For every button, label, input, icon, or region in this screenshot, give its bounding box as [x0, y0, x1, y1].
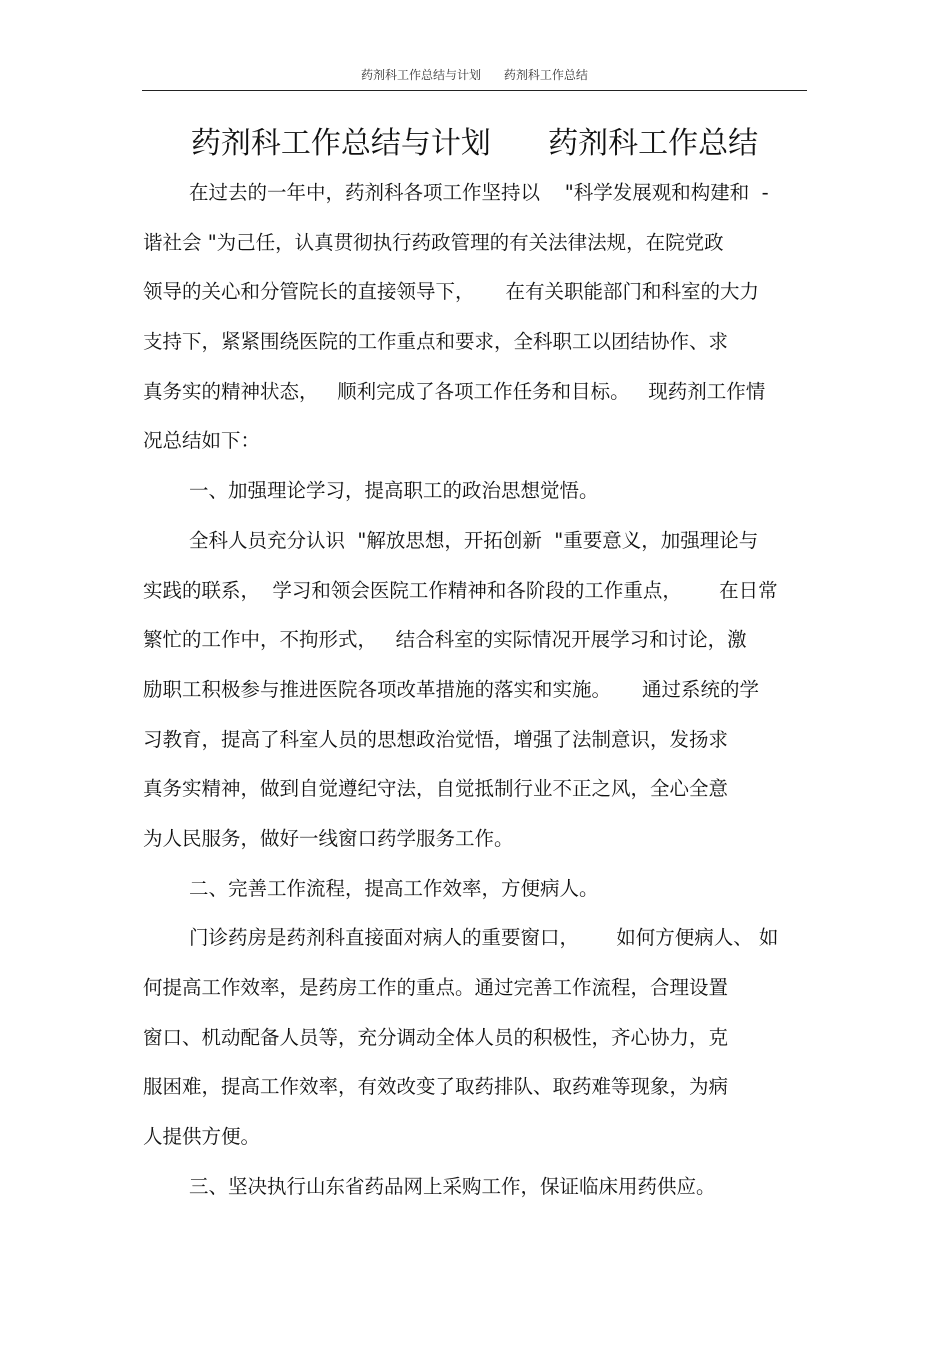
section-heading: 二、完善工作流程，提高工作效率，方便病人。	[189, 876, 599, 900]
body-line: 实践的联系， 学习和领会医院工作精神和各阶段的工作重点， 在日常	[143, 578, 778, 602]
body-line: 谐社会 "为己任，认真贯彻执行药政管理的有关法律法规，在院党政	[143, 230, 724, 254]
header-rule	[142, 90, 807, 91]
body-line: 领导的关心和分管院长的直接领导下， 在有关职能部门和科室的大力	[143, 280, 759, 304]
section-heading: 一、加强理论学习，提高职工的政治思想觉悟。	[189, 479, 599, 503]
running-header: 药剂科工作总结与计划 药剂科工作总结	[361, 68, 588, 82]
body-line: 全科人员充分认识 "解放思想，开拓创新 "重要意义，加强理论与	[189, 528, 759, 552]
body-line: 真务实精神，做到自觉遵纪守法，自觉抵制行业不正之风，全心全意	[143, 777, 729, 801]
body-line: 繁忙的工作中，不拘形式， 结合科室的实际情况开展学习和讨论，激	[143, 628, 747, 652]
body-line: 支持下，紧紧围绕医院的工作重点和要求，全科职工以团结协作、求	[143, 330, 729, 354]
body-line: 何提高工作效率，是药房工作的重点。通过完善工作流程，合理设置	[143, 976, 729, 999]
document-title: 药剂科工作总结与计划 药剂科工作总结	[190, 126, 759, 161]
body-line: 门诊药房是药剂科直接面对病人的重要窗口， 如何方便病人、 如	[189, 926, 779, 950]
body-line: 在过去的一年中，药剂科各项工作坚持以 "科学发展观和构建和 -	[189, 181, 769, 204]
body-line: 励职工积极参与推进医院各项改革措施的落实和实施。 通过系统的学	[143, 677, 759, 701]
body-line: 况总结如下：	[143, 429, 261, 453]
body-line: 习教育，提高了科室人员的思想政治觉悟，增强了法制意识，发扬求	[143, 727, 729, 751]
section-heading: 三、坚决执行山东省药品网上采购工作，保证临床用药供应。	[189, 1174, 716, 1198]
body-line: 服困难，提高工作效率，有效改变了取药排队、取药难等现象，为病	[143, 1075, 729, 1099]
body-line: 窗口、机动配备人员等，充分调动全体人员的积极性，齐心协力，克	[143, 1025, 729, 1049]
document-body	[143, 168, 808, 1211]
body-line: 为人民服务，做好一线窗口药学服务工作。	[143, 826, 514, 850]
body-line: 真务实的精神状态， 顺利完成了各项工作任务和目标。 现药剂工作情	[143, 379, 766, 403]
body-line: 人提供方便。	[143, 1125, 261, 1149]
